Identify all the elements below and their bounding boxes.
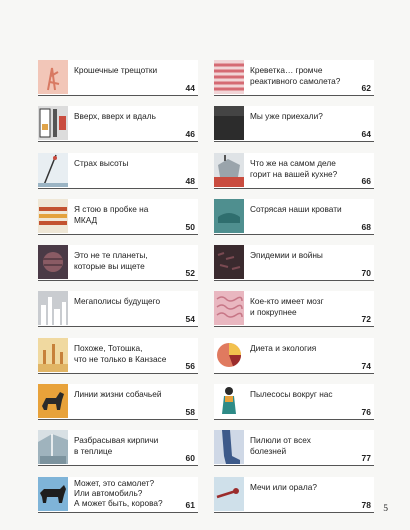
toc-entry-page: 50	[185, 221, 195, 232]
sword-icon	[214, 477, 244, 511]
toc-entry-page: 58	[185, 407, 195, 418]
toc-entry-title: Я стою в пробке на МКАД	[74, 203, 149, 225]
elevator-icon	[38, 106, 68, 140]
toc-entry[interactable]	[38, 60, 198, 96]
planets-icon	[38, 245, 68, 279]
leg-icon	[214, 430, 244, 464]
toc-entry-page: 76	[361, 407, 371, 418]
toc-entry[interactable]	[214, 430, 374, 466]
toc-entry-page: 62	[361, 83, 371, 93]
toc-entry-page: 72	[361, 314, 371, 325]
toc-entry-title: Пилюли от всех болезней	[250, 435, 311, 457]
toc-entry[interactable]	[38, 477, 198, 513]
toc-entry[interactable]	[38, 338, 198, 374]
toc-entry[interactable]	[38, 430, 198, 466]
bed-icon	[214, 199, 244, 233]
toc-entry[interactable]	[214, 153, 374, 189]
toc-entry-page: 66	[361, 175, 371, 186]
toc-entry[interactable]	[214, 338, 374, 374]
shrimp-icon	[214, 60, 244, 94]
toc-column-right	[214, 60, 374, 523]
toc-entry-title: Страх высоты	[74, 157, 129, 168]
virus-icon	[214, 245, 244, 279]
toc-entry-page: 70	[361, 268, 371, 279]
traffic-jam-icon	[38, 199, 68, 233]
road-icon	[214, 106, 244, 140]
toc-entry-page: 46	[185, 129, 195, 140]
greenhouse-icon	[38, 430, 68, 464]
toc-entry-page: 54	[185, 314, 195, 325]
toc-entry[interactable]	[214, 106, 374, 142]
toc-entry-page: 52	[185, 268, 195, 279]
toc-entry-title: Это не те планеты, которые вы ищете	[74, 250, 148, 272]
grasshopper-icon	[38, 60, 68, 94]
toc-column-left	[38, 60, 198, 523]
toc-entry-title: Что же на самом деле горит на вашей кухне?	[250, 157, 338, 179]
brain-icon	[214, 291, 244, 325]
toc-entry[interactable]	[38, 153, 198, 189]
toc-entry-page: 60	[185, 453, 195, 464]
toc-entry-title: Разбрасывая кирпичи в теплице	[74, 435, 159, 457]
toc-entry-page: 77	[361, 453, 371, 464]
toc-entry-page: 48	[185, 175, 195, 186]
toc-entry[interactable]	[38, 291, 198, 327]
toc-entry-title: Может, это самолет? Или автомобиль? А может быть, корова?	[74, 477, 163, 509]
pie-chart-icon	[214, 338, 244, 372]
toc-entry-title: Линии жизни собачьей	[74, 389, 162, 400]
toc-entry-title: Похоже, Тотошка, что не только в Канзасе	[74, 342, 167, 364]
toc-entry-page: 78	[361, 499, 371, 510]
toc-entry[interactable]	[214, 477, 374, 513]
dog-icon	[38, 384, 68, 418]
toc-entry-page: 44	[185, 83, 195, 93]
toc-entry-title: Мечи или орала?	[250, 481, 317, 492]
toc-entry-title: Диета и экология	[250, 342, 317, 353]
toc-entry-title: Вверх, вверх и вдаль	[74, 111, 156, 122]
toc-entry[interactable]	[38, 384, 198, 420]
toc-entry[interactable]	[38, 199, 198, 235]
toc-entry-page: 61	[185, 499, 195, 510]
ladder-icon	[38, 153, 68, 187]
toc-entry-title: Мы уже приехали?	[250, 111, 323, 122]
toc-entry-page: 74	[361, 360, 371, 371]
toc-entry-page: 68	[361, 221, 371, 232]
toc-entry-title: Кое-кто имеет мозг и покрупнее	[250, 296, 324, 318]
toc-entry-page: 64	[361, 129, 371, 140]
toc-entry-title: Пылесосы вокруг нас	[250, 389, 333, 400]
toc-entry-title: Креветка… громче реактивного самолета?	[250, 65, 341, 86]
page-number: 5	[383, 504, 388, 514]
toc-entry[interactable]	[214, 199, 374, 235]
cactus-field-icon	[38, 338, 68, 372]
toc-entry[interactable]	[214, 384, 374, 420]
toc-entry-title: Мегаполисы будущего	[74, 296, 161, 307]
toc-entry-title: Эпидемии и войны	[250, 250, 323, 261]
city-skyline-icon	[38, 291, 68, 325]
toc-entry-title: Сотрясая наши кровати	[250, 203, 342, 214]
toc-entry[interactable]	[214, 245, 374, 281]
frying-pan-icon	[214, 153, 244, 187]
toc-entry[interactable]	[38, 245, 198, 281]
cow-icon	[38, 477, 68, 511]
person-icon	[214, 384, 244, 418]
toc-entry[interactable]	[38, 106, 198, 142]
toc-entry-title: Крошечные трещотки	[74, 65, 158, 75]
toc-entry[interactable]	[214, 60, 374, 96]
toc-entry-page: 56	[185, 360, 195, 371]
toc-entry[interactable]	[214, 291, 374, 327]
